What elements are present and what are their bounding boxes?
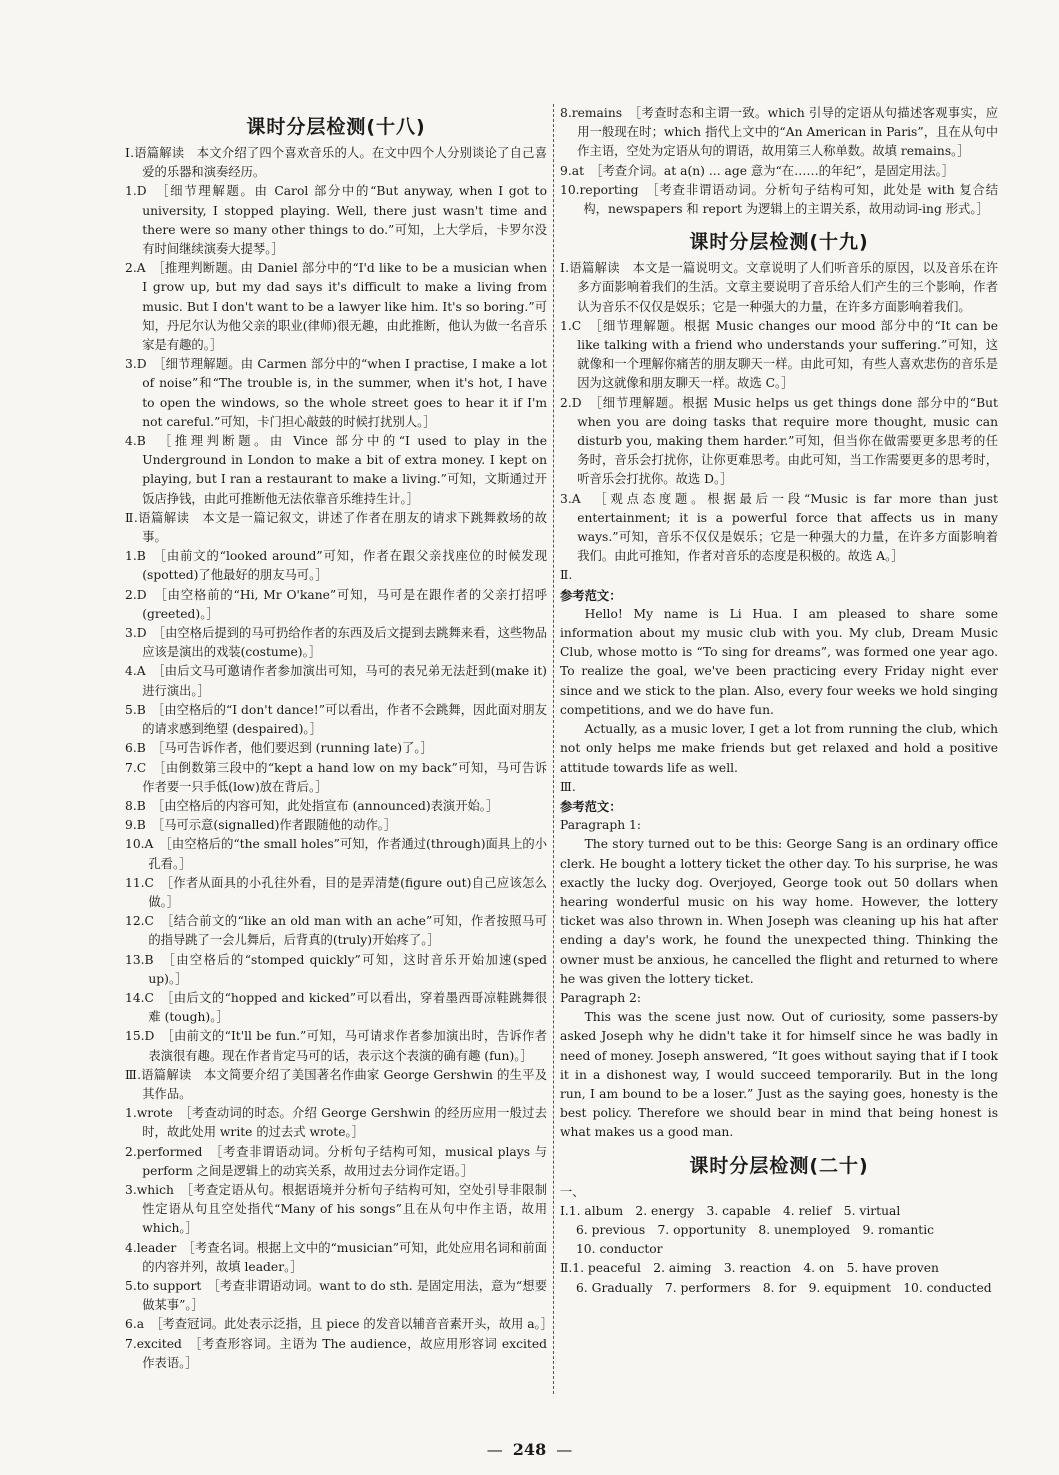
answer-paragraph: 9.B ［马可示意(signalled)作者跟随他的动作。］ [125,818,397,833]
answer-paragraph: 11.C ［作者从面具的小孔往外看，目的是弄清楚(figure out)自己应该怎么做。］ [125,875,547,909]
answer-paragraph: 3.A ［观点态度题。根据最后一段“Music is far more than just entertainment; it is a powerful force that affects us in many ways.”可知，音乐不仅仅是娱乐；它是一种强大的力量，在许多方面影响着我们。由此可推知，作者对音乐的态度是积极的。故选 A。］ [560,491,998,564]
answer-paragraph: The story turned out to be this: George Sang is an ordinary office clerk. He bought a lottery ticket the other day. To his surprise, he was exactly the lucky dog. Overjoyed, George took out 50 dollars when hearing wonderful music on his way home. However, the lottery ticket was also thrown in. When Joseph was cleaning up his hat after ending a day's work, he found the unexpected thing. Thinking the owner must be anxious, he cancelled the flight and returned to where he was given the lottery ticket. [560,837,998,986]
answer-paragraph: Paragraph 2: [560,990,642,1005]
answer-paragraph: 3.D ［细节理解题。由 Carmen 部分中的“when I practise, I make a lot of noise”和“The trouble is, in the summer, when it's hot, I have to open the windows, so the whole street goes to hear it if I'm not careful.”可知，卡门担心敲鼓的时候打扰别人。］ [125,357,547,429]
answer-paragraph: 10.reporting ［考查非谓语动词。分析句子结构可知，此处是 with 复合结构，newspapers 和 report 为逻辑上的主谓关系，故用动词-ing 形式。］ [560,182,998,217]
answer-paragraph: 6. previous 7. opportunity 8. unemployed 9. romantic [575,1222,935,1237]
answer-paragraph: 3.which ［考查定语从句。根据语境并分析句子结构可知，空处引导非限制性定语从句且空处指代“Many of his songs”且在从句中作主语，故用 which。］ [125,1182,547,1236]
answer-paragraph: 1.D ［细节理解题。由 Carol 部分中的“But anyway, when I got to university, I stopped playing. Well, there just wasn't time and there were so many other things to do.”可知，上大学后，卡罗尔没有时间继续演奏大提琴。］ [125,184,547,257]
answer-paragraph: 1.B ［由前文的“looked around”可知，作者在跟父亲找座位的时候发现 (spotted)了他最好的朋友马可。］ [125,549,547,583]
answer-paragraph: Ⅱ.1. peaceful 2. aiming 3. reaction 4. on 5. have proven [560,1261,939,1276]
answer-paragraph: 15.D ［由前文的“It'll be fun.”可知，马可请求作者参加演出时，告诉作者表演很有趣。现在作者肯定马可的话，表示这个表演的确有趣 (fun)。］ [125,1029,547,1063]
answer-paragraph: Ⅱ. [560,568,573,583]
answer-paragraph: 8.remains ［考查时态和主谓一致。which 引导的定语从句描述客观事实，应用一般现在时；which 指代上文中的“An American in Paris”，且在从句中作主语，空处为定语从句的谓语，故用第三人称单数。故填 remains。］ [560,106,998,159]
page-number-value: 248 [512,1440,547,1459]
answer-paragraph: 14.C ［由后文的“hopped and kicked”可以看出，穿着墨西哥凉鞋跳舞很难 (tough)。］ [125,990,547,1025]
answer-paragraph: 12.C ［结合前文的“like an old man with an ache”可知，作者按照马可的指导跳了一会儿舞后，后背真的(truly)开始疼了。］ [125,914,547,948]
answer-paragraph: 5.B ［由空格后的“I don't dance!”可以看出，作者不会跳舞，因此面对朋友的请求感到绝望 (despaired)。］ [125,702,547,737]
section-title: 课时分层检测(二十) [689,1154,869,1177]
answer-paragraph: Ⅰ.语篇解读 本文是一篇说明文。文章说明了人们听音乐的原因，以及音乐在许多方面影响着我们的生活。文章主要说明了音乐给人们产生的三个影响，作者认为音乐不仅仅是娱乐；它是一种强大的力量，在许多方面影响着我们。 [560,261,998,314]
answer-paragraph: 6.a ［考查冠词。此处表示泛指，且 piece 的发音以辅音音素开头，故用 a。］ [125,1317,553,1332]
answer-paragraph: 7.excited ［考查形容词。主语为 The audience，故应用形容词 excited 作表语。］ [125,1336,547,1370]
answer-paragraph: Ⅲ.语篇解读 本文简要介绍了美国著名作曲家 George Gershwin 的生平及其作品。 [125,1067,547,1101]
section-title: 课时分层检测(十八) [246,116,426,138]
answer-paragraph: 4.leader ［考查名词。根据上文中的“musician”可知，此处应用名词和前面的内容并列，故填 leader。］ [125,1240,547,1274]
answer-paragraph: 9.at ［考查介词。at a(n) ... age 意为“在……的年纪”，是固定用法。］ [560,163,955,178]
column-divider [553,104,554,1394]
answer-paragraph: 6. Gradually 7. performers 8. for 9. equipment 10. conducted [575,1280,992,1295]
answer-paragraph: 10. conductor [575,1242,663,1257]
answer-paragraph: 2.D ［细节理解题。根据 Music helps us get things done 部分中的“But when you are doing tasks that require more thought, music can disturb you, making them harder.”可知，但当你在做需要更多思考的任务时，音乐会打扰你，让你更难思考。由此可知，当工作需要更多的思考时，听音乐会打扰你。故选 D。］ [560,395,998,487]
page-number: — 248 — [486,1440,573,1459]
answer-paragraph: 4.B ［推理判断题。由 Vince 部分中的“I used to play in the Underground in London to make a bit of extra money. I kept on playing, but I ran a restaurant to make a living.”可知，文斯通过开饭店挣钱，由此可推断他无法依靠音乐维持生计。］ [125,434,547,506]
left-column [125,104,553,1373]
answer-paragraph: 3.D ［由空格后提到的马可扔给作者的东西及后文提到去跳舞来看，这些物品应该是演出的戏装(costume)。］ [125,626,547,660]
answer-paragraph: 参考范文： [560,587,622,603]
answer-paragraph: 5.to support ［考查非谓语动词。want to do sth. 是固定用法，意为“想要做某事”。］ [125,1278,547,1313]
answer-paragraph: 1.wrote ［考查动词的时态。介绍 George Gershwin 的经历应用一般过去时，故此处用 write 的过去式 wrote。］ [125,1106,547,1140]
answer-paragraph: Hello! My name is Li Hua. I am pleased to share some information about my music club with you. My club, Dream Music Club, whose motto is “To sing for dreams”, was formed one year ago. To realize the goal, we've been practicing every Friday night ever since and we stick to the plan. Also, every four weeks we hold singing competitions, and we do have fun. [560,606,998,717]
answer-paragraph: 6.B ［马可告诉作者，他们要迟到 (running late)了。］ [125,741,433,756]
answer-paragraph: 2.D ［由空格前的“Hi, Mr O'kane”可知，马可是在跟作者的父亲打招呼(greeted)。］ [125,587,547,621]
answer-paragraph: 4.A ［由后文马可邀请作者参加演出可知，马可的表兄弟无法赶到(make it)进行演出。］ [125,664,547,698]
answer-paragraph: This was the scene just now. Out of curiosity, some passers-by asked Joseph why he didn't take it for himself since he was badly in need of money. Joseph answered, “It goes without saying that if I took it in a dishonest way, I would succeed temporarily. But in the long run, I am bound to be a loser.” Just as the saying goes, honesty is the best policy. Therefore we should bear in mind that being honest is what makes us a good man. [560,1010,998,1140]
answer-paragraph: Ⅲ. [560,779,576,794]
answer-paragraph: 2.A ［推理判断题。由 Daniel 部分中的“I'd like to be a musician when I grow up, but my dad says it's difficult to make a living from music. But I don't want to be a lawyer like him. It's so boring.”可知，丹尼尔认为他父亲的职业(律师)很无趣，由此推断，他认为做一名音乐家是有趣的。］ [125,261,547,353]
answer-paragraph: 一、 [560,1184,585,1199]
answer-paragraph: Actually, as a music lover, I get a lot from running the club, which not only helps me make friends but get relaxed and hold a positive attitude towards life as well. [560,722,998,775]
answer-paragraph: Ⅱ.语篇解读 本文是一篇记叙文，讲述了作者在朋友的请求下跳舞救场的故事。 [125,510,547,545]
answer-paragraph: 7.C ［由倒数第三段中的“kept a hand low on my back”可知，马可告诉作者要一只手低(low)放在背后。］ [125,760,547,794]
answer-paragraph: Paragraph 1: [560,818,642,833]
answer-paragraph: Ⅰ.语篇解读 本文介绍了四个喜欢音乐的人。在文中四个人分别谈论了自己喜爱的乐器和演奏经历。 [125,146,547,180]
right-column [560,104,998,1298]
answer-paragraph: 8.B ［由空格后的内容可知，此处指宣布 (announced)表演开始。］ [125,798,499,813]
answer-paragraph: 13.B ［由空格后的“stomped quickly”可知，这时音乐开始加速(sped up)。］ [125,952,547,986]
answer-paragraph: 参考范文： [560,798,622,814]
answer-paragraph: 10.A ［由空格后的“the small holes”可知，作者通过(through)面具上的小孔看。］ [125,837,547,871]
answer-paragraph: 1.C ［细节理解题。根据 Music changes our mood 部分中的“It can be like talking with a friend who understands your suffering.”可知，这就像和一个理解你痛苦的朋友聊天一样。由此可知，有些人喜欢悲伤的音乐是因为这就像和朋友聊天一样。故选 C。］ [560,318,998,391]
section-title: 课时分层检测(十九) [689,231,869,254]
answer-paragraph: Ⅰ.1. album 2. energy 3. capable 4. relief 5. virtual [560,1203,901,1218]
answer-paragraph: 2.performed ［考查非谓语动词。分析句子结构可知，musical plays 与 perform 之间是逻辑上的动宾关系，故用过去分词作定语。］ [125,1144,547,1178]
